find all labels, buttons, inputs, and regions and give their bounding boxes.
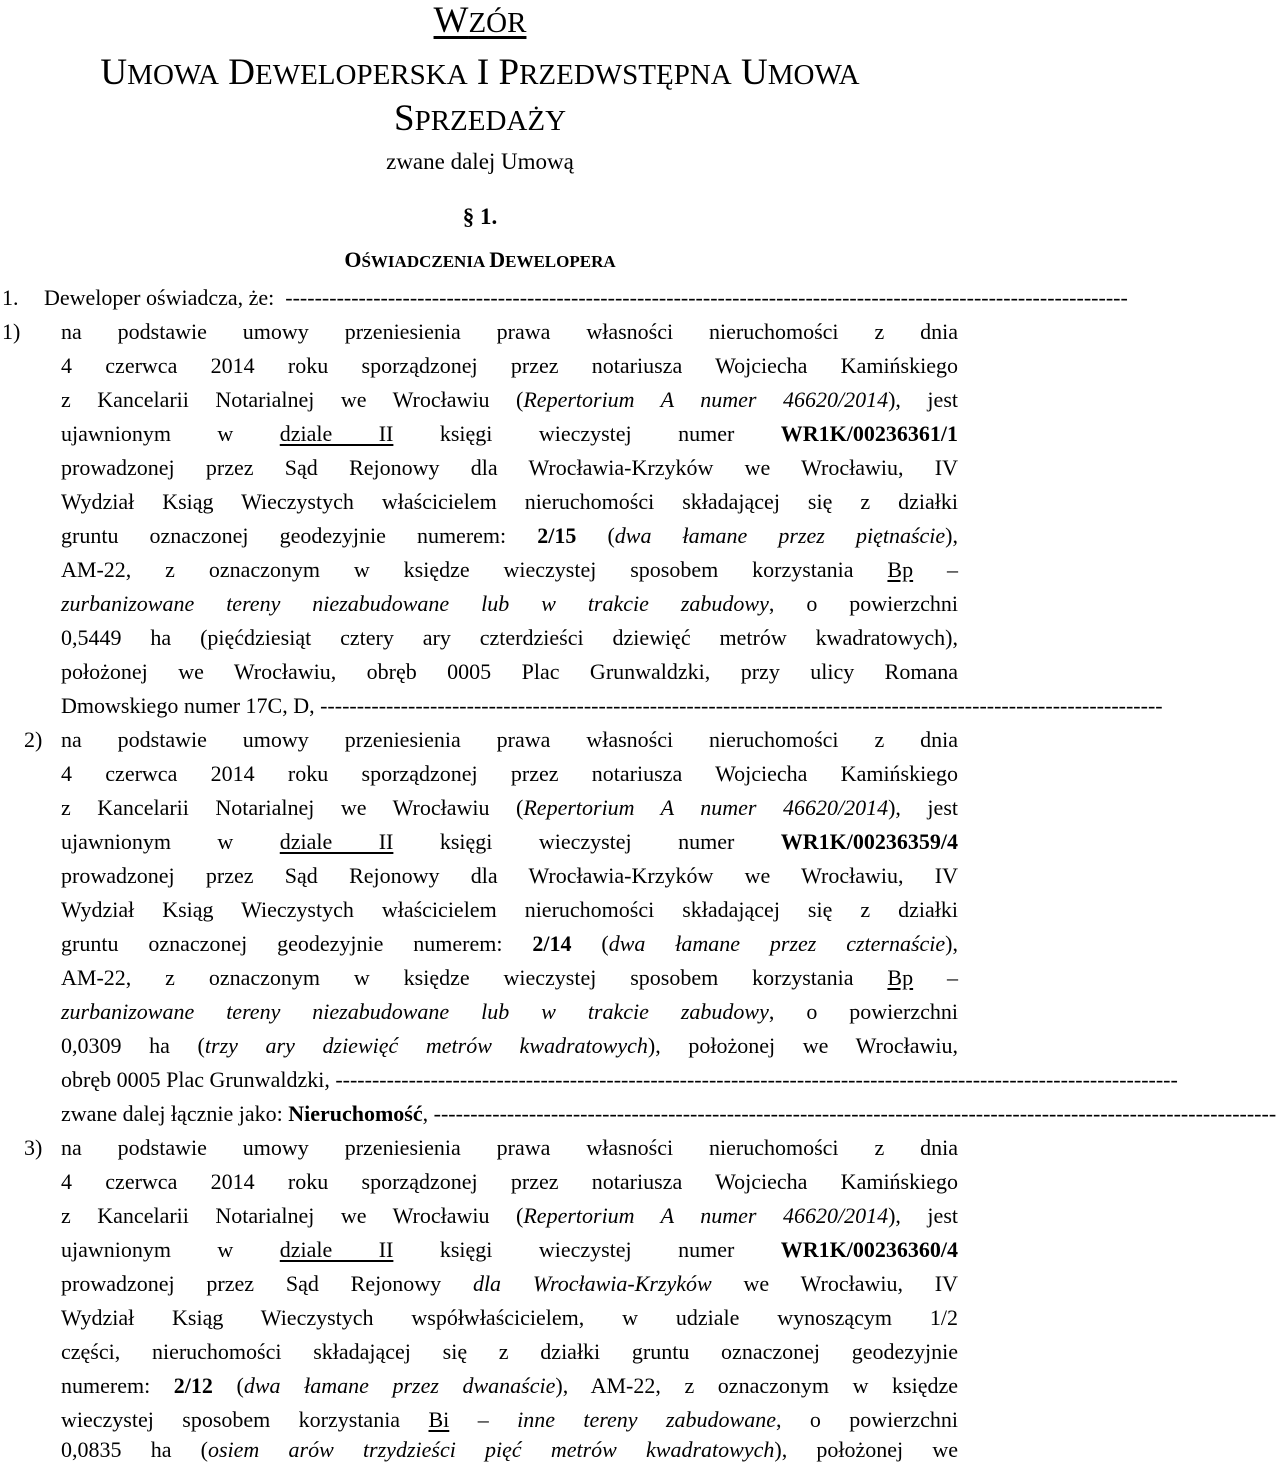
item-1-line-12 — [61, 693, 1163, 719]
item-2-line-12-text: zwane dalej łącznie jako: Nieruchomość, — [61, 1101, 429, 1126]
item-3-line-8: numerem: 2/12 (dwa łamane przez dwanaście), AM-22, z oznaczonym w księdze — [61, 1373, 959, 1398]
item-1-line-1: na podstawie umowy przeniesienia prawa własności nieruchomości z dnia — [61, 319, 958, 344]
item-2-line-12 — [61, 1101, 1276, 1127]
item-1-line-4: ujawnionym w dziale II księgi wieczystej numer WR1K/00236361/1 — [61, 421, 958, 446]
item-3-number: 3) — [24, 1135, 43, 1160]
intro-text: Deweloper oświadcza, że: — [44, 285, 275, 310]
section-number: § 1. — [462, 204, 498, 229]
contract-title-line-1: UMOWA DEWELOPERSKA I PRZEDWSTĘPNA UMOWA — [100, 52, 860, 93]
item-3-line-5: prowadzonej przez Sąd Rejonowy dla Wrocławia-Krzyków we Wrocławiu, IV — [61, 1271, 958, 1296]
item-1-line-8: AM-22, z oznaczonym w księdze wieczystej sposobem korzystania Bp – — [61, 557, 958, 582]
dash-leader: ------------------------------------------------------------------------------------------------------------------- — [433, 1101, 1276, 1126]
intro-number: 1. — [2, 285, 19, 310]
dash-leader: ------------------------------------------------------------------------------------------------------------------- — [320, 693, 1163, 718]
item-1-line-10: 0,5449 ha (pięćdziesiąt cztery ary czterdzieści dziewięć metrów kwadratowych), — [61, 625, 958, 650]
item-3-line-6: Wydział Ksiąg Wieczystych współwłaścicielem, w udziale wynoszącym 1/2 — [61, 1305, 958, 1330]
item-1-number: 1) — [2, 319, 21, 344]
item-3-line-1: na podstawie umowy przeniesienia prawa własności nieruchomości z dnia — [61, 1135, 958, 1160]
item-3-line-10: 0,0835 ha (osiem arów trzydzieści pięć metrów kwadratowych), położonej we — [61, 1437, 958, 1462]
item-1-line-7: gruntu oznaczonej geodezyjnie numerem: 2/15 (dwa łamane przez piętnaście), — [61, 523, 958, 548]
item-1-line-5: prowadzonej przez Sąd Rejonowy dla Wrocławia-Krzyków we Wrocławiu, IV — [61, 455, 958, 480]
item-1-line-2: 4 czerwca 2014 roku sporządzonej przez notariusza Wojciecha Kamińskiego — [61, 353, 958, 378]
item-3-line-2: 4 czerwca 2014 roku sporządzonej przez notariusza Wojciecha Kamińskiego — [61, 1169, 958, 1194]
dash-leader: ------------------------------------------------------------------------------------------------------------------- — [285, 285, 1128, 310]
item-2-line-6: Wydział Ksiąg Wieczystych właścicielem nieruchomości składającej się z działki — [61, 897, 958, 922]
item-2-line-10: 0,0309 ha (trzy ary dziewięć metrów kwadratowych), położonej we Wrocławiu, — [61, 1033, 958, 1058]
item-3-line-3: z Kancelarii Notarialnej we Wrocławiu (Repertorium A numer 46620/2014), jest — [61, 1203, 958, 1228]
item-2-line-7: gruntu oznaczonej geodezyjnie numerem: 2/14 (dwa łamane przez czternaście), — [61, 931, 958, 956]
item-2-line-8: AM-22, z oznaczonym w księdze wieczystej sposobem korzystania Bp – — [61, 965, 958, 990]
item-1-line-3: z Kancelarii Notarialnej we Wrocławiu (Repertorium A numer 46620/2014), jest — [61, 387, 958, 412]
dash-leader: ------------------------------------------------------------------------------------------------------------------- — [335, 1067, 1178, 1092]
item-2-line-4: ujawnionym w dziale II księgi wieczystej numer WR1K/00236359/4 — [61, 829, 958, 854]
contract-title-line-2: SPRZEDAŻY — [393, 98, 567, 139]
item-3-line-9: wieczystej sposobem korzystania Bi – inne tereny zabudowane, o powierzchni — [61, 1407, 959, 1432]
item-1-line-11: położonej we Wrocławiu, obręb 0005 Plac Grunwaldzki, przy ulicy Romana — [61, 659, 958, 684]
item-3-line-4: ujawnionym w dziale II księgi wieczystej numer WR1K/00236360/4 — [61, 1237, 958, 1262]
item-1-line-6: Wydział Ksiąg Wieczystych właścicielem nieruchomości składającej się z działki — [61, 489, 958, 514]
item-2-line-5: prowadzonej przez Sąd Rejonowy dla Wrocławia-Krzyków we Wrocławiu, IV — [61, 863, 958, 888]
item-1-line-12-text: Dmowskiego numer 17C, D, — [61, 693, 315, 718]
section-title: OŚWIADCZENIA DEWELOPERA — [344, 247, 616, 272]
item-2-line-3: z Kancelarii Notarialnej we Wrocławiu (Repertorium A numer 46620/2014), jest — [61, 795, 958, 820]
item-2-line-11-text: obręb 0005 Plac Grunwaldzki, — [61, 1067, 330, 1092]
item-2-line-9: zurbanizowane tereny niezabudowane lub w trakcie zabudowy, o powierzchni — [61, 999, 958, 1024]
wzor-heading: WZÓR — [433, 0, 527, 41]
item-2-line-11 — [61, 1067, 1178, 1093]
item-2-line-2: 4 czerwca 2014 roku sporządzonej przez notariusza Wojciecha Kamińskiego — [61, 761, 958, 786]
item-2-line-1: na podstawie umowy przeniesienia prawa własności nieruchomości z dnia — [61, 727, 958, 752]
item-2-number: 2) — [24, 727, 43, 752]
item-3-line-7: części, nieruchomości składającej się z działki gruntu oznaczonej geodezyjnie — [61, 1339, 958, 1364]
intro-line — [44, 285, 1128, 311]
item-1-line-9: zurbanizowane tereny niezabudowane lub w trakcie zabudowy, o powierzchni — [61, 591, 958, 616]
contract-subtitle: zwane dalej Umową — [386, 149, 574, 174]
